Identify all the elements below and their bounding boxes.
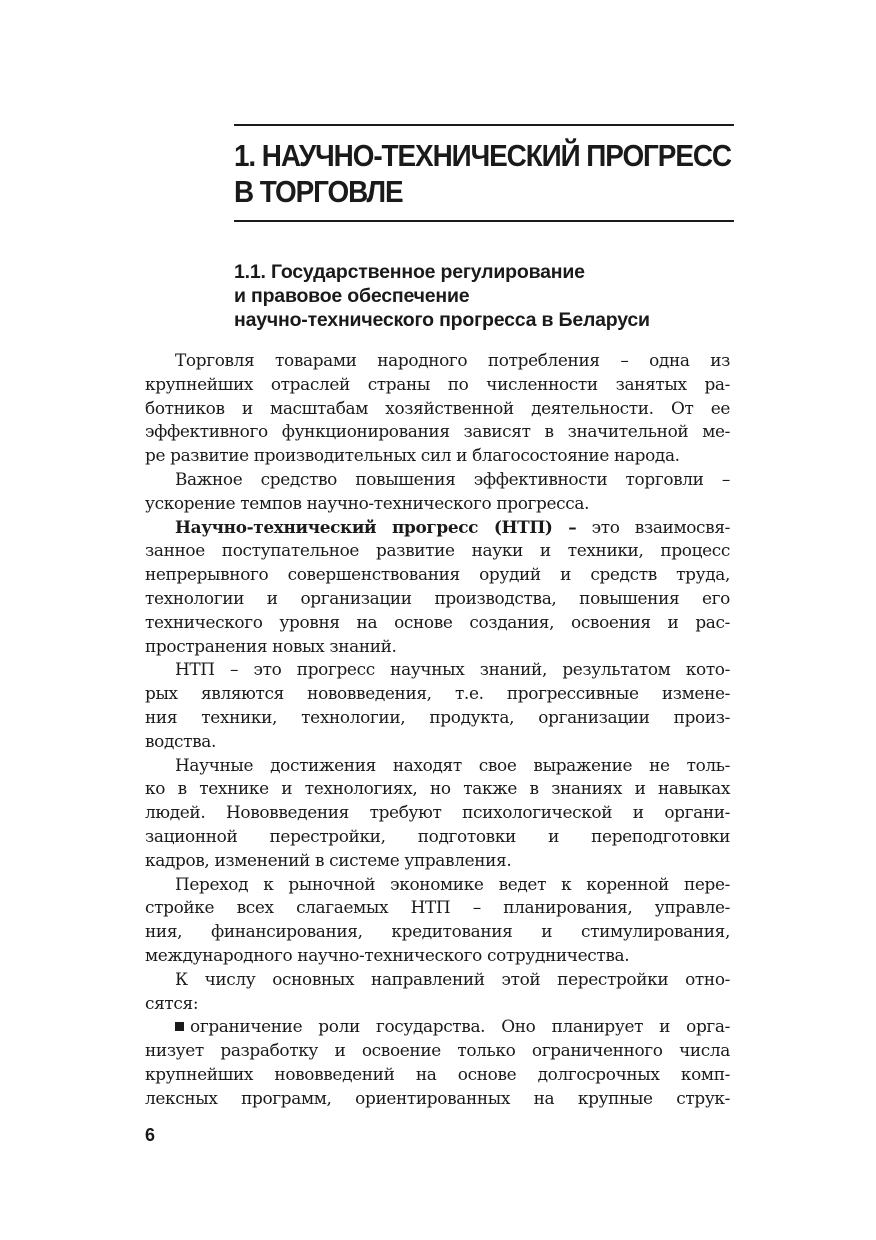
text-line: рых являются нововведения, т.е. прогрессивные измене- bbox=[145, 683, 730, 704]
text-line: занное поступательное развитие науки и техники, процесс bbox=[145, 540, 730, 561]
chapter-bottom-rule bbox=[234, 220, 734, 222]
text-line: международного научно-технического сотрудничества. bbox=[145, 944, 630, 965]
definition-line bbox=[145, 516, 730, 540]
page-number: 6 bbox=[145, 1125, 156, 1145]
chapter-title bbox=[234, 138, 731, 210]
text-line: ботников и масштабам хозяйственной деятельности. От ее bbox=[145, 397, 730, 418]
text-line: ния, финансирования, кредитования и стимулирования, bbox=[145, 921, 730, 942]
text-line: ре развитие производительных сил и благосостояние народа. bbox=[145, 445, 680, 466]
text-line: крупнейших нововведений на основе долгосрочных комп- bbox=[145, 1063, 730, 1084]
text-line: лексных программ, ориентированных на крупные струк- bbox=[145, 1087, 730, 1108]
bullet-item bbox=[145, 1015, 730, 1039]
text-line: ускорение темпов научно-технического прогресса. bbox=[145, 492, 590, 513]
section-title-line: научно-технического прогресса в Беларуси bbox=[234, 309, 650, 331]
text-line: пространения новых знаний. bbox=[145, 635, 397, 656]
text-line: людей. Нововведения требуют психологической и органи- bbox=[145, 802, 730, 823]
text-line: Переход к рыночной экономике ведет к коренной пере- bbox=[175, 873, 730, 894]
section-title-line: и правовое обеспечение bbox=[234, 285, 470, 307]
section-title bbox=[234, 260, 734, 332]
section-title-line: 1.1. Государственное регулирование bbox=[234, 261, 585, 283]
text-line: Важное средство повышения эффективности торговли – bbox=[175, 468, 730, 489]
definition-text: это взаимосвя- bbox=[576, 516, 730, 537]
text-line: НТП – это прогресс научных знаний, результатом кото- bbox=[175, 659, 730, 680]
text-line: технологии и организации производства, повышения его bbox=[145, 587, 730, 608]
chapter-top-rule bbox=[234, 124, 734, 126]
text-line: технического уровня на основе создания, освоения и рас- bbox=[145, 611, 730, 632]
text-line: зационной перестройки, подготовки и переподготовки bbox=[145, 825, 730, 846]
text-line: ния техники, технологии, продукта, организации произ- bbox=[145, 706, 730, 727]
chapter-title-line: 1. НАУЧНО-ТЕХНИЧЕСКИЙ ПРОГРЕСС bbox=[234, 138, 731, 173]
text-line: К числу основных направлений этой перестройки отно- bbox=[175, 968, 730, 989]
chapter-title-line: В ТОРГОВЛЕ bbox=[234, 174, 403, 209]
text-line: кадров, изменений в системе управления. bbox=[145, 849, 512, 870]
defined-term: Научно-технический прогресс (НТП) – bbox=[175, 516, 577, 537]
bullet-text: ограничение роли государства. Оно планирует и орга- bbox=[190, 1016, 730, 1037]
square-bullet-icon bbox=[175, 1022, 184, 1031]
text-line: Торговля товарами народного потребления – одна из bbox=[175, 350, 730, 370]
text-line: крупнейших отраслей страны по численности занятых ра- bbox=[145, 373, 730, 394]
text-line: водства. bbox=[145, 730, 217, 751]
text-line: сятся: bbox=[145, 992, 199, 1013]
text-line: Научные достижения находят свое выражение не толь- bbox=[175, 754, 730, 775]
text-line: стройке всех слагаемых НТП – планирования, управле- bbox=[145, 897, 730, 918]
text-line: эффективного функционирования зависят в значительной ме- bbox=[145, 421, 730, 442]
body-text bbox=[145, 349, 730, 1111]
text-line: ко в технике и технологиях, но также в знаниях и навыках bbox=[145, 778, 730, 799]
text-line: непрерывного совершенствования орудий и средств труда, bbox=[145, 564, 730, 585]
text-line: низует разработку и освоение только ограниченного числа bbox=[145, 1040, 730, 1061]
